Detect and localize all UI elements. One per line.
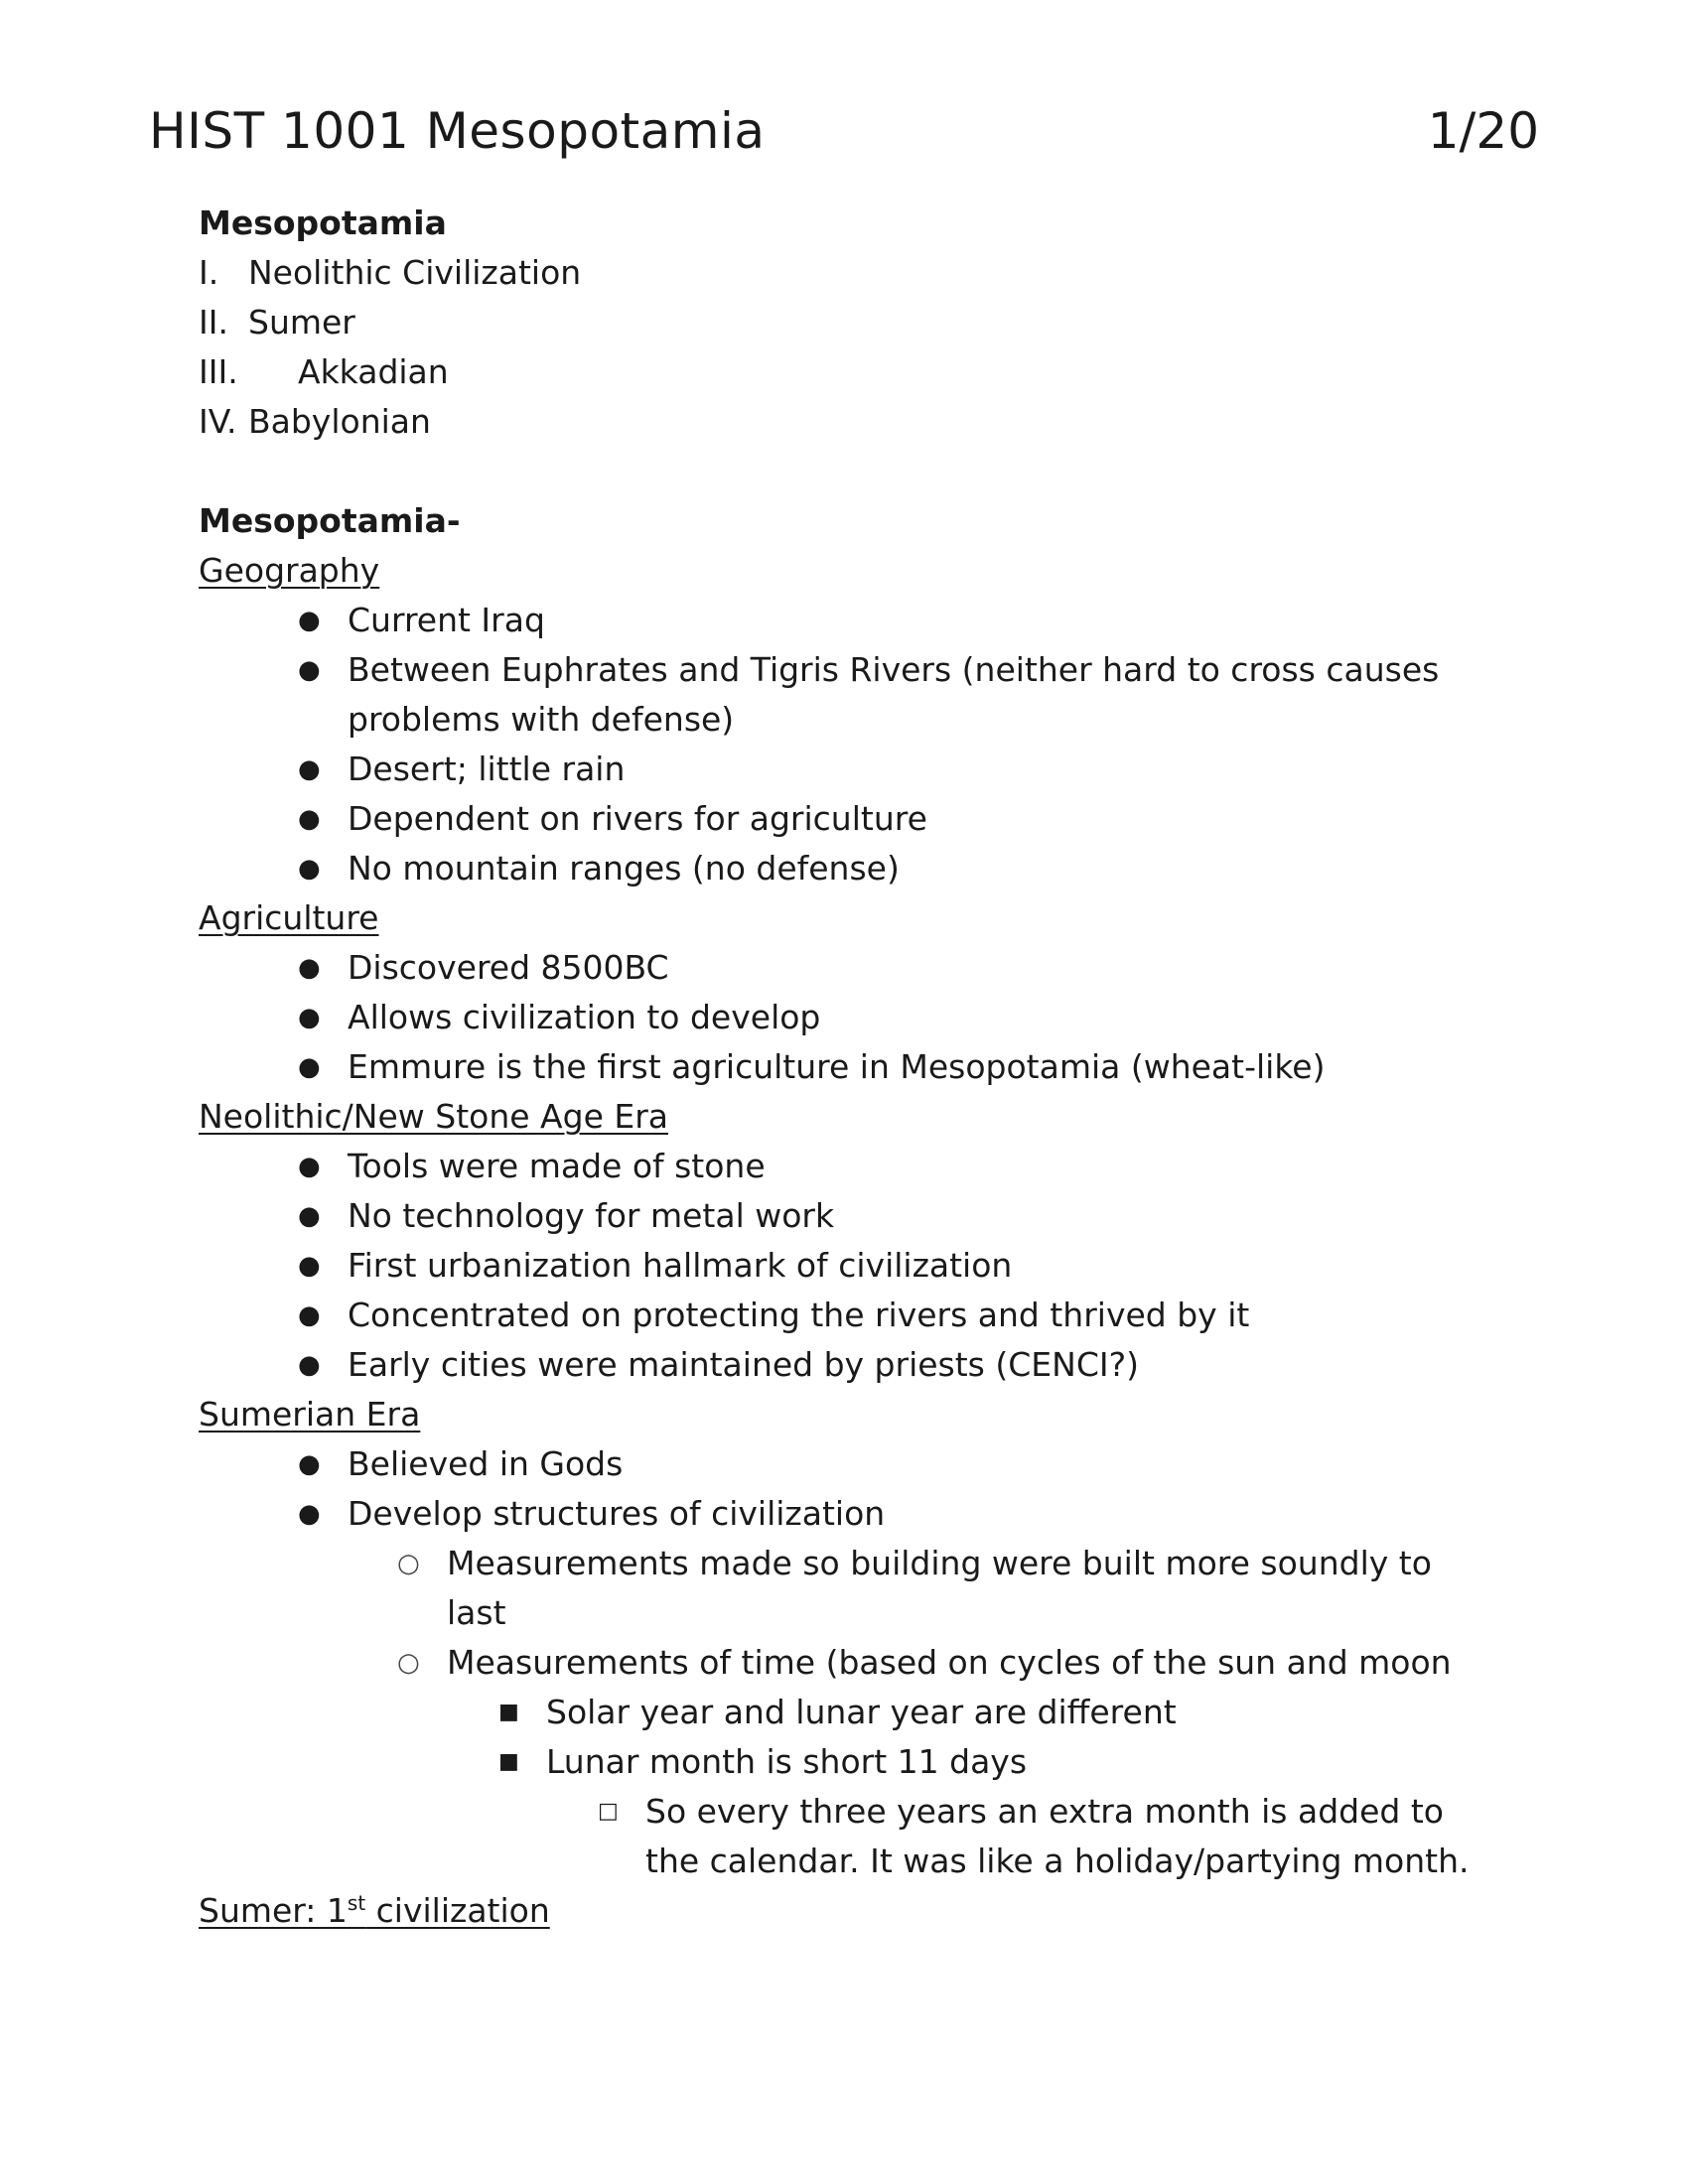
list-item-text: Solar year and lunar year are different — [546, 1693, 1177, 1731]
list-item-text: Develop structures of civilization — [348, 1494, 886, 1533]
spacer — [199, 447, 1489, 496]
circle-bullet-icon: ○ — [397, 1549, 420, 1578]
square-bullet-icon: ■ — [498, 1749, 519, 1774]
bullet-icon: ● — [298, 854, 321, 884]
section-heading-geography: Geography — [199, 551, 380, 590]
sub-list-item — [199, 1539, 1489, 1638]
list-item-text: Measurements made so building were built more soundly to last — [447, 1544, 1432, 1632]
list-item — [199, 596, 1489, 645]
list-item-text: Allows civilization to develop — [348, 998, 821, 1036]
circle-bullet-icon: ○ — [397, 1648, 420, 1678]
list-item — [199, 844, 1489, 893]
outline-text: Neolithic Civilization — [248, 253, 582, 292]
sub-sub-list-item — [199, 1737, 1489, 1787]
outline-item — [199, 397, 1489, 447]
bullet-icon: ● — [298, 1201, 321, 1231]
bullet-icon: ● — [298, 1003, 321, 1032]
list-item — [199, 645, 1489, 745]
section-heading-sumerian: Sumerian Era — [199, 1395, 421, 1433]
page-title: HIST 1001 Mesopotamia — [149, 102, 766, 160]
sub-sub-list-item — [199, 1688, 1489, 1737]
list-item-text: Believed in Gods — [348, 1444, 624, 1483]
list-item-text: So every three years an extra month is added to the calendar. It was like a holiday/partying month. — [645, 1792, 1470, 1880]
list-item-text: Between Euphrates and Tigris Rivers (neither hard to cross causes problems with defense) — [348, 650, 1440, 739]
sub-list-item — [199, 1638, 1489, 1688]
neolithic-list — [199, 1142, 1489, 1390]
page-header — [149, 99, 1539, 169]
hollow-square-bullet-icon: □ — [598, 1799, 619, 1824]
section-heading-sumer — [199, 1886, 1489, 1936]
section-heading-agriculture: Agriculture — [199, 898, 379, 937]
bullet-icon: ● — [298, 953, 321, 983]
square-bullet-icon: ■ — [498, 1700, 519, 1724]
list-item — [199, 1439, 1489, 1489]
sumer-heading-suffix: civilization — [365, 1891, 550, 1930]
outline-number: IV. — [199, 402, 237, 441]
list-item — [199, 1340, 1489, 1390]
sub-sub-sub-list-item — [199, 1787, 1489, 1886]
outline-heading: Mesopotamia — [199, 204, 447, 242]
geography-list — [199, 596, 1489, 893]
page-date: 1/20 — [1427, 102, 1539, 160]
list-item-text: No mountain ranges (no defense) — [348, 849, 900, 887]
list-item-text: Tools were made of stone — [348, 1147, 766, 1185]
list-item-text: Current Iraq — [348, 601, 545, 639]
list-item-text: No technology for metal work — [348, 1196, 835, 1235]
list-item-text: Lunar month is short 11 days — [546, 1742, 1028, 1781]
notes-body — [199, 199, 1489, 1936]
list-item-text: Emmure is the first agriculture in Mesopotamia (wheat-like) — [348, 1047, 1326, 1086]
list-item-text: Concentrated on protecting the rivers and thrived by it — [348, 1296, 1250, 1334]
outline-number: I. — [199, 253, 219, 292]
bullet-icon: ● — [298, 655, 321, 685]
list-item — [199, 1042, 1489, 1092]
list-item — [199, 1291, 1489, 1340]
bullet-icon: ● — [298, 1300, 321, 1330]
bullet-icon: ● — [298, 1251, 321, 1281]
list-item — [199, 943, 1489, 993]
agriculture-list — [199, 943, 1489, 1092]
list-item-text: First urbanization hallmark of civilization — [348, 1246, 1013, 1285]
bullet-icon: ● — [298, 1152, 321, 1181]
outline-text: Babylonian — [248, 402, 431, 441]
outline-number: II. — [199, 303, 228, 341]
outline-text: Sumer — [248, 303, 355, 341]
list-item — [199, 1142, 1489, 1191]
bullet-icon: ● — [298, 754, 321, 784]
outline-item — [199, 347, 1489, 397]
outline-number: III. — [199, 352, 238, 391]
list-item — [199, 1489, 1489, 1539]
list-item — [199, 745, 1489, 794]
list-item — [199, 1191, 1489, 1241]
list-item-text: Measurements of time (based on cycles of the sun and moon — [447, 1643, 1452, 1682]
list-item-text: Dependent on rivers for agriculture — [348, 799, 927, 838]
sumer-heading-prefix: Sumer: 1 — [199, 1891, 348, 1930]
sumer-heading-superscript: st — [347, 1891, 366, 1915]
list-item-text: Early cities were maintained by priests (CENCI?) — [348, 1345, 1139, 1384]
list-item — [199, 794, 1489, 844]
notes-heading: Mesopotamia- — [199, 501, 461, 540]
list-item — [199, 993, 1489, 1042]
list-item — [199, 1241, 1489, 1291]
bullet-icon: ● — [298, 1499, 321, 1529]
bullet-icon: ● — [298, 1052, 321, 1082]
sumerian-list — [199, 1439, 1489, 1886]
bullet-icon: ● — [298, 606, 321, 635]
section-heading-neolithic: Neolithic/New Stone Age Era — [199, 1097, 669, 1136]
bullet-icon: ● — [298, 804, 321, 834]
outline-item — [199, 248, 1489, 298]
outline-item — [199, 298, 1489, 347]
bullet-icon: ● — [298, 1449, 321, 1479]
bullet-icon: ● — [298, 1350, 321, 1380]
list-item-text: Desert; little rain — [348, 750, 626, 788]
outline-text: Akkadian — [298, 352, 449, 391]
list-item-text: Discovered 8500BC — [348, 948, 669, 987]
